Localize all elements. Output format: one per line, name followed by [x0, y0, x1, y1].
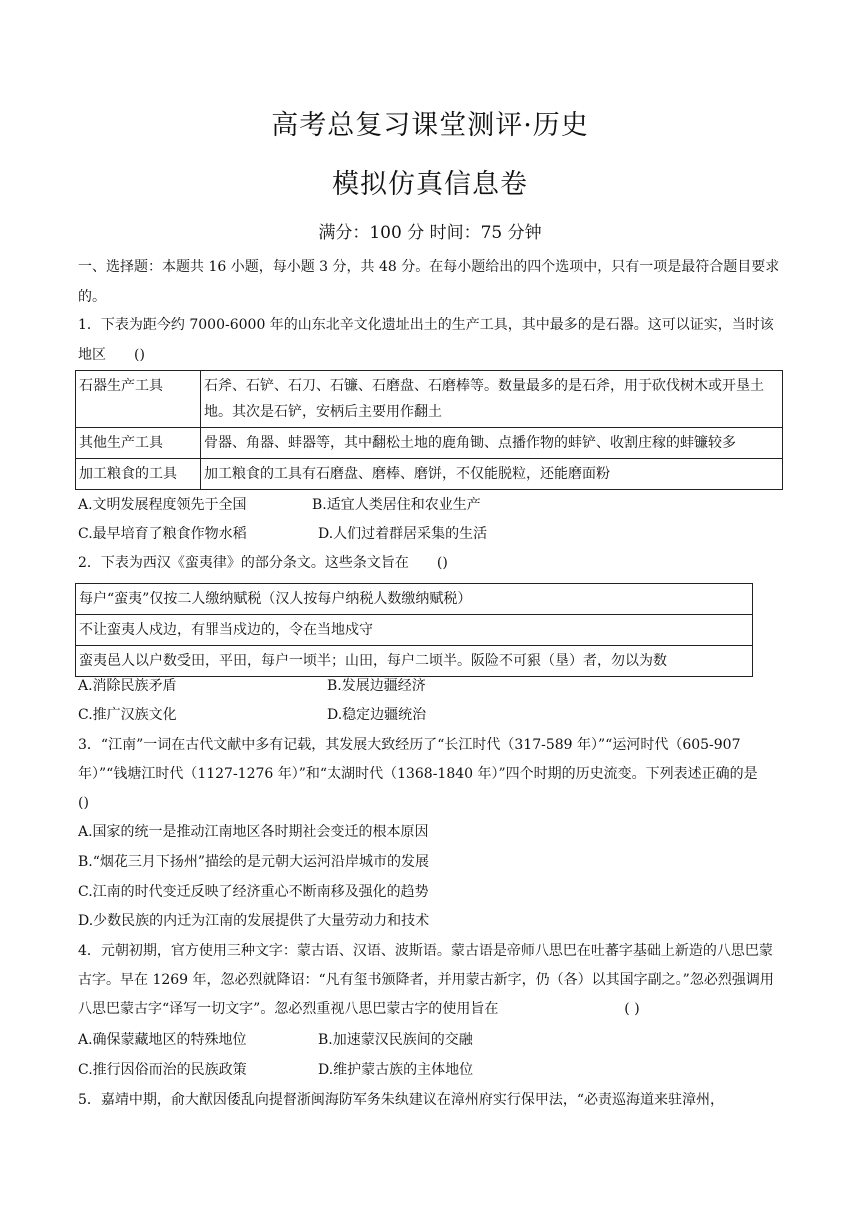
table-row: [76, 615, 753, 646]
table-cell: 加工粮食的工具: [76, 459, 201, 490]
q5-stem: 5．嘉靖中期，俞大猷因倭乱向提督浙闽海防军务朱纨建议在漳州府实行保甲法，“必责巡海道来驻漳州，: [78, 1092, 725, 1108]
table-row: [76, 584, 753, 615]
table-cell: 蛮夷邑人以户数受田，平田，每户一顷半；山田，每户二顷半。阪险不可豤（垦）者，勿以为数: [76, 646, 753, 677]
q3-option-d[interactable]: D.少数民族的内迁为江南的发展提供了大量劳动力和技术: [78, 913, 430, 929]
q2-stem: 2．下表为西汉《蛮夷律》的部分条文。这些条文旨在 (): [78, 555, 448, 571]
q3-option-b[interactable]: B.“烟花三月下扬州”描绘的是元朝大运河沿岸城市的发展: [78, 854, 430, 870]
table-cell: 其他生产工具: [76, 428, 201, 459]
q4-option-a[interactable]: A.确保蒙藏地区的特殊地位: [78, 1032, 247, 1048]
exam-subtitle: 模拟仿真信息卷: [332, 169, 528, 200]
q3-stem: 3．“江南”一词在古代文献中多有记载，其发展大致经历了“长江时代（317-589 年）”“运河时代（605-907 年）”“钱塘江时代（1127-1276 年）”和“太湖时代（1368-1840 年）”四个时期的历史流变。下列表述正确的是 (): [78, 737, 842, 811]
table-cell: 加工粮食的工具有石磨盘、磨棒、磨饼，不仅能脱粒，还能磨面粉: [201, 459, 783, 490]
exam-meta: 满分：100 分 时间：75 分钟: [318, 223, 542, 243]
q4-option-b[interactable]: B.加速蒙汉民族间的交融: [318, 1032, 473, 1048]
q2-option-b[interactable]: B.发展边疆经济: [327, 678, 426, 694]
q4-stem: 4．元朝初期，官方使用三种文字：蒙古语、汉语、波斯语。蒙古语是帝师八思巴在吐蕃字基础上新造的八思巴蒙古字。早在 1269 年，忽必烈就降诏：“凡有玺书颁降者，并用蒙古新字，仍（各）以其国字副之。”忽必烈强调用八思巴蒙古字“译写一切文字”。忽必烈重视八思巴蒙古字的使用旨在 ( ): [78, 943, 774, 1017]
q3-option-c[interactable]: C.江南的时代变迁反映了经济重心不断南移及强化的趋势: [78, 884, 429, 900]
q1-option-d[interactable]: D.人们过着群居采集的生活: [318, 526, 488, 542]
table-row: [76, 459, 783, 490]
q1-option-a[interactable]: A.文明发展程度领先于全国: [78, 497, 247, 513]
table-row: [76, 646, 753, 677]
exam-title: 高考总复习课堂测评·历史: [271, 110, 589, 141]
table-cell: 骨器、角器、蚌器等，其中翻松土地的鹿角锄、点播作物的蚌铲、收割庄稼的蚌镰较多: [201, 428, 783, 459]
q4-option-c[interactable]: C.推行因俗而治的民族政策: [78, 1062, 247, 1078]
table-cell: 石器生产工具: [76, 371, 201, 428]
table-cell: 每户“蛮夷”仅按二人缴纳赋税（汉人按每户纳税人数缴纳赋税）: [76, 584, 753, 615]
section-instructions: 一、选择题：本题共 16 小题，每小题 3 分，共 48 分。在每小题给出的四个选项中，只有一项是最符合题目要求的。: [78, 259, 780, 305]
q2-table: [75, 583, 753, 677]
table-row: [76, 371, 783, 428]
q2-option-d[interactable]: D.稳定边疆统治: [327, 707, 427, 723]
table-cell: 不让蛮夷人戍边，有罪当戍边的，令在当地戍守: [76, 615, 753, 646]
table-cell: 石斧、石铲、石刀、石镰、石磨盘、石磨棒等。数量最多的是石斧，用于砍伐树木或开垦土地。其次是石铲，安柄后主要用作翻土: [201, 371, 783, 428]
q1-table: [75, 370, 783, 490]
q2-option-c[interactable]: C.推广汉族文化: [78, 707, 177, 723]
q1-option-b[interactable]: B.适宜人类居住和农业生产: [312, 497, 481, 513]
table-row: [76, 428, 783, 459]
q1-option-c[interactable]: C.最早培育了粮食作物水稻: [78, 526, 247, 542]
q3-option-a[interactable]: A.国家的统一是推动江南地区各时期社会变迁的根本原因: [78, 824, 429, 840]
q2-option-a[interactable]: A.消除民族矛盾: [78, 678, 177, 694]
q1-stem: 1．下表为距今约 7000-6000 年的山东北辛文化遗址出土的生产工具，其中最多的是石器。这可以证实，当时该地区 (): [78, 317, 774, 363]
q4-option-d[interactable]: D.维护蒙古族的主体地位: [318, 1062, 474, 1078]
